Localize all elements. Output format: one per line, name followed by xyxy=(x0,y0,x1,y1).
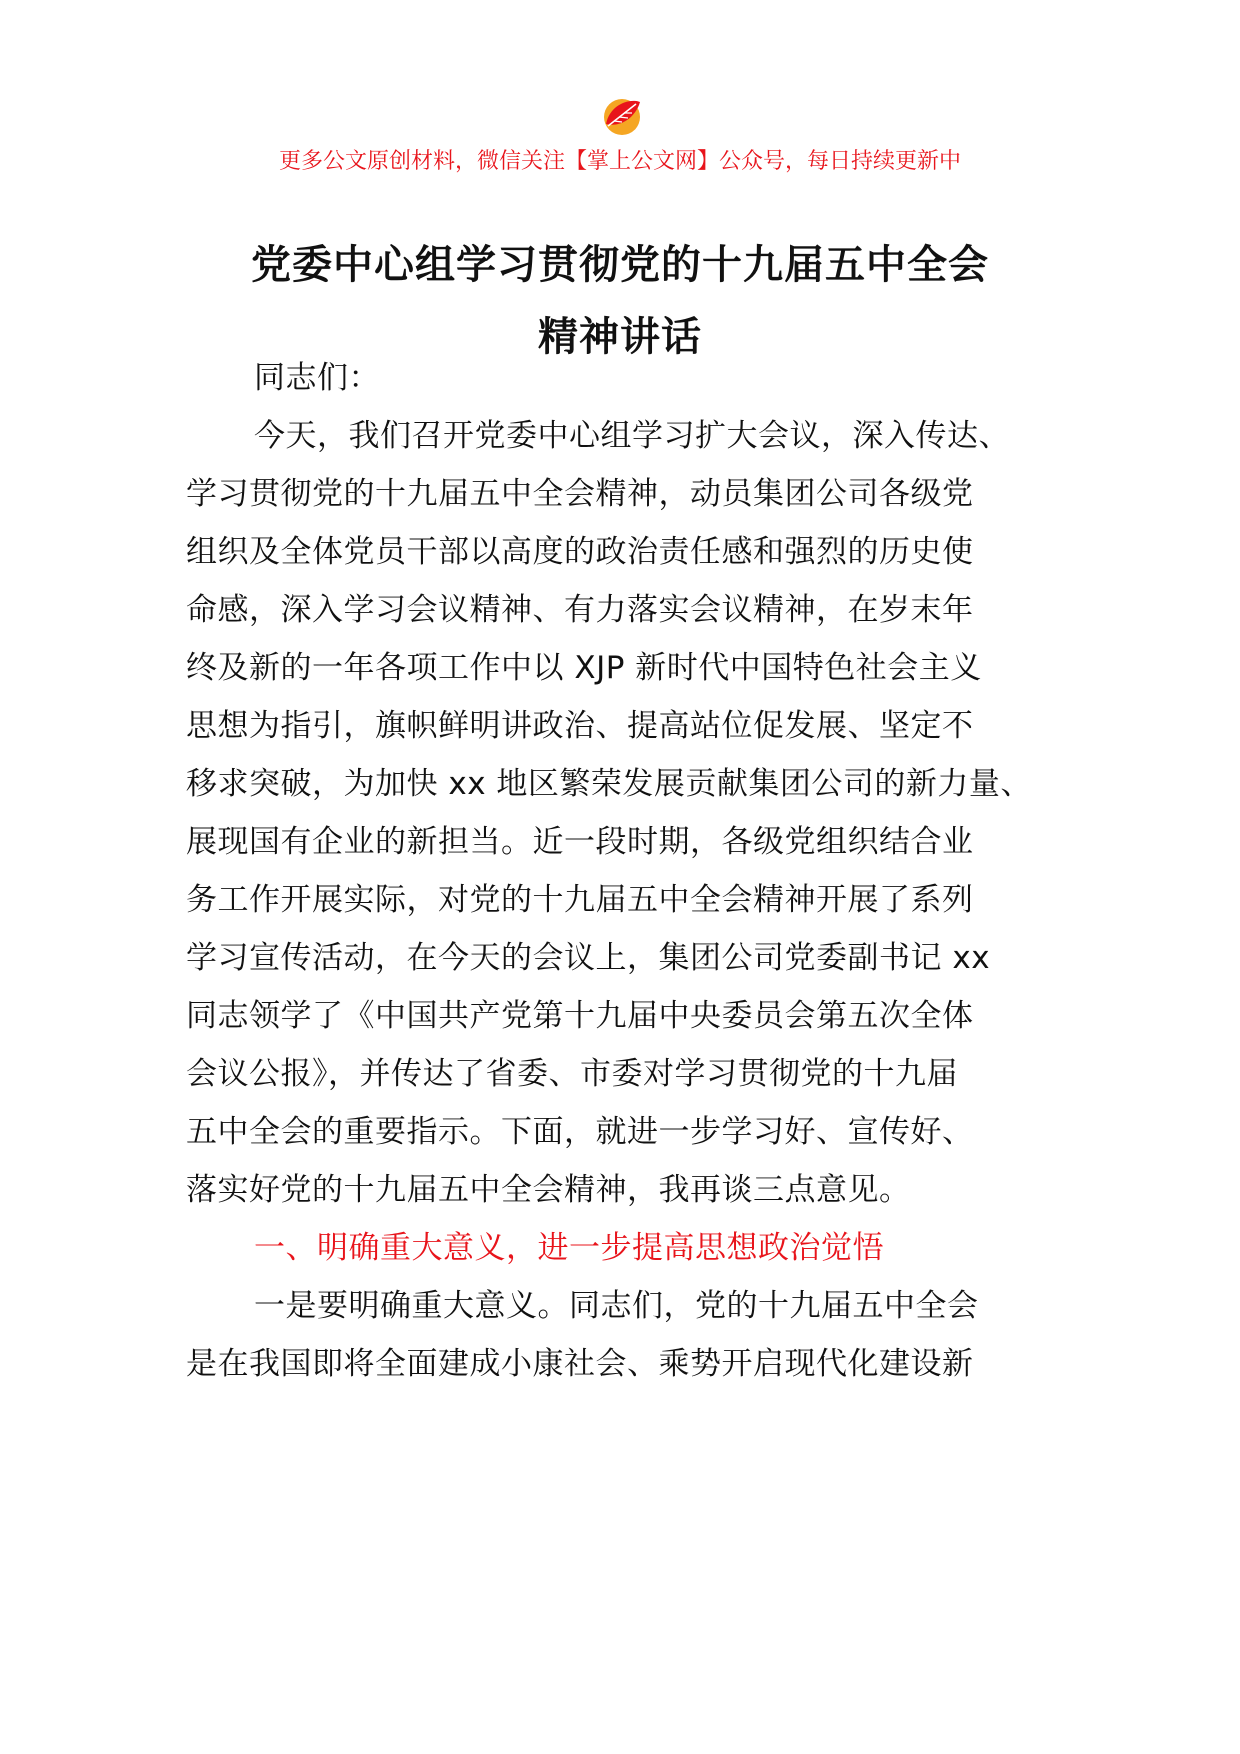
body-line: 务工作开展实际，对党的十九届五中全会精神开展了系列 xyxy=(186,882,974,918)
promo-banner: 更多公文原创材料，微信关注【掌上公文网】公众号，每日持续更新中 xyxy=(278,149,961,174)
body-line: 展现国有企业的新担当。近一段时期，各级党组织结合业 xyxy=(186,824,974,860)
body-line: 学习贯彻党的十九届五中全会精神，动员集团公司各级党 xyxy=(186,476,974,512)
body-line: 一是要明确重大意义。同志们，党的十九届五中全会 xyxy=(254,1288,979,1324)
body-line: 落实好党的十九届五中全会精神，我再谈三点意见。 xyxy=(186,1172,911,1208)
body-line: 学习宣传活动，在今天的会议上，集团公司党委副书记 xx xyxy=(186,940,991,976)
body-line: 五中全会的重要指示。下面，就进一步学习好、宣传好、 xyxy=(186,1114,974,1150)
body-line: 命感，深入学习会议精神、有力落实会议精神，在岁末年 xyxy=(186,592,974,628)
body-line: 移求突破，为加快 xx 地区繁荣发展贡献集团公司的新力量、 xyxy=(186,766,1032,802)
body-line: 组织及全体党员干部以高度的政治责任感和强烈的历史使 xyxy=(186,534,974,570)
document-title-line-1: 党委中心组学习贯彻党的十九届五中全会 xyxy=(251,242,989,288)
section-heading: 一、明确重大意义，进一步提高思想政治觉悟 xyxy=(254,1230,884,1266)
body-line: 思想为指引，旗帜鲜明讲政治、提高站位促发展、坚定不 xyxy=(186,708,974,744)
salutation: 同志们： xyxy=(254,360,380,396)
body-line: 终及新的一年各项工作中以 XJP 新时代中国特色社会主义 xyxy=(186,650,982,686)
body-line: 是在我国即将全面建成小康社会、乘势开启现代化建设新 xyxy=(186,1346,974,1382)
document-title-line-2: 精神讲话 xyxy=(538,314,702,360)
body-line: 会议公报》，并传达了省委、市委对学习贯彻党的十九届 xyxy=(186,1056,958,1092)
body-line: 今天，我们召开党委中心组学习扩大会议，深入传达、 xyxy=(254,418,1010,454)
red-leaf-logo-icon xyxy=(600,94,644,138)
body-line: 同志领学了《中国共产党第十九届中央委员会第五次全体 xyxy=(186,998,974,1034)
